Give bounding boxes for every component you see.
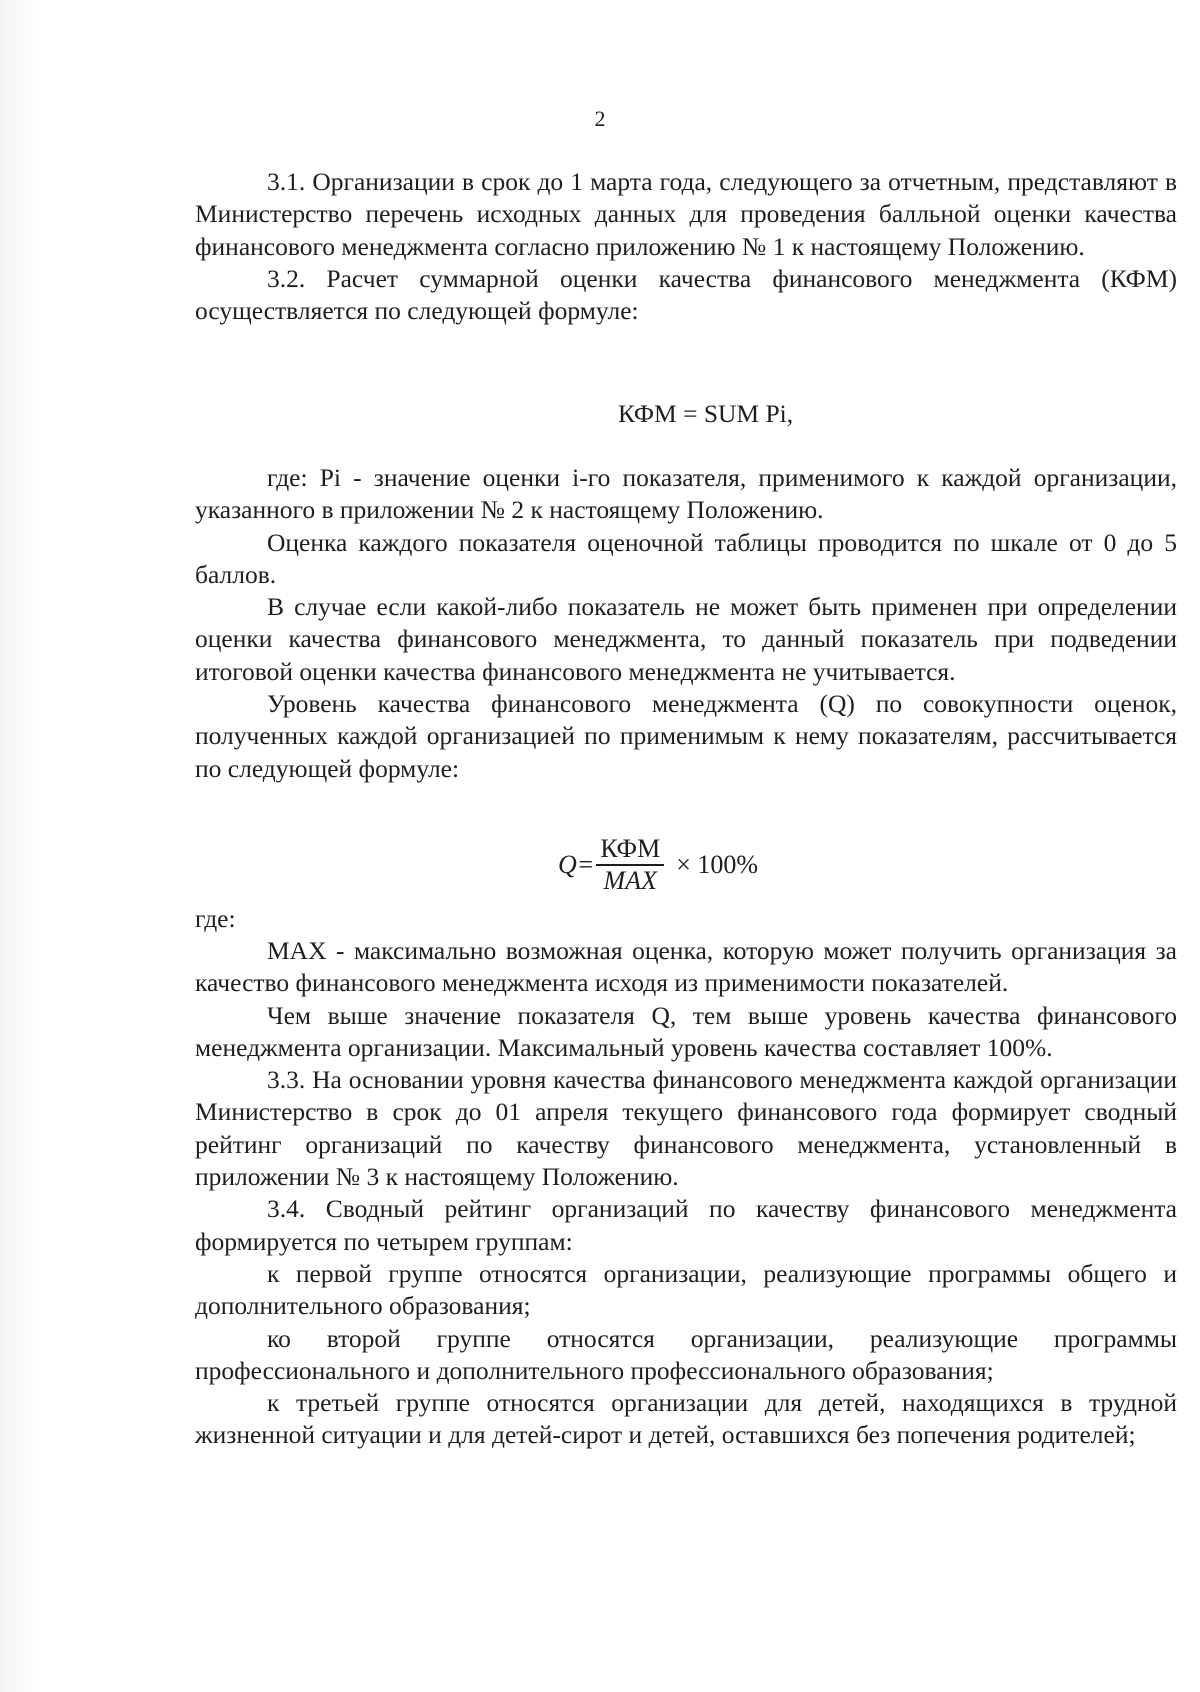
paragraph-q-level: Уровень качества финансового менеджмента (Q) по совокупности оценок, полученных каждой организацией по применимым к нему показателям, рассчитывается по следующей формуле: [195,689,1177,783]
text-block-1 [195,166,1177,327]
formula-q-denominator: MAX [603,865,657,895]
paragraph-max-definition: MAX - максимально возможная оценка, которую может получить организация за качество финансового менеджмента исходя из применимости показателей. [195,936,1177,998]
formula-q-rhs: × 100% [676,850,759,879]
formula-q [558,830,758,900]
formula-kfm: КФМ = SUM Pi, [618,399,794,428]
paragraph-pi-definition: где: Pi - значение оценки i-го показателя, применимого к каждой организации, указанного в приложении № 2 к настоящему Положению. [195,463,1177,525]
formula-q-fraction [596,834,664,896]
formula-q-numerator: КФМ [600,834,661,864]
text-block-2 [195,462,1177,785]
page-number: 2 [594,106,606,131]
formula-q-lhs: Q= [558,850,595,879]
text-block-3 [195,935,1177,1452]
paragraph-3-1: 3.1. Организации в срок до 1 марта года, следующего за отчетным, представляют в Министерство перечень исходных данных для проведения балльной оценки качества финансового менеджмента согласно приложению № 1 к настоящему Положению. [195,167,1177,261]
paragraph-group-3: к третьей группе относятся организации для детей, находящихся в трудной жизненной ситуации и для детей-сирот и детей, оставшихся без попечения родителей; [195,1388,1177,1450]
paragraph-3-4: 3.4. Сводный рейтинг организаций по качеству финансового менеджмента формируется по четырем группам: [195,1194,1177,1256]
paragraph-not-applicable: В случае если какой-либо показатель не может быть применен при определении оценки качества финансового менеджмента, то данный показатель при подведении итоговой оценки качества финансового менеджмента не учитывается. [195,592,1177,686]
paragraph-q-meaning: Чем выше значение показателя Q, тем выше уровень качества финансового менеджмента организации. Максимальный уровень качества составляет 100%. [195,1000,1177,1062]
where-label-block [195,903,1177,935]
paragraph-scale: Оценка каждого показателя оценочной таблицы проводится по шкале от 0 до 5 баллов. [195,527,1177,589]
paragraph-3-3: 3.3. На основании уровня качества финансового менеджмента каждой организации Министерство в срок до 01 апреля текущего финансового года формирует сводный рейтинг организаций по качеству финансового менеджмента, установленный в приложении № 3 к настоящему Положению. [195,1065,1177,1192]
where-label: где: [195,904,236,933]
paragraph-group-2: ко второй группе относятся организации, реализующие программы профессионального и дополнительного профессионального образования; [195,1323,1177,1385]
paragraph-group-1: к первой группе относятся организации, реализующие программы общего и дополнительного образования; [195,1258,1177,1321]
scan-edge [0,0,40,1692]
paragraph-3-2: 3.2. Расчет суммарной оценки качества финансового менеджмента (КФМ) осуществляется по следующей формуле: [195,263,1177,326]
